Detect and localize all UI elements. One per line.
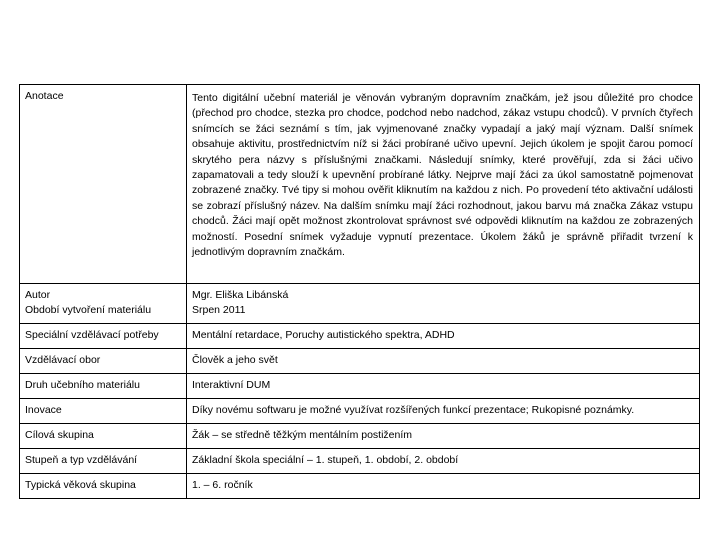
table-row-anotace xyxy=(20,85,700,284)
row-label xyxy=(20,284,187,324)
row-value: Žák – se středně těžkým mentálním postižením xyxy=(187,423,700,448)
period-label: Období vytvoření materiálu xyxy=(25,304,152,317)
metadata-table xyxy=(19,84,700,499)
row-value xyxy=(187,284,700,324)
table-row-innovation xyxy=(20,398,700,423)
row-value-annotation: Tento digitální učební materiál je věnován vybraným dopravním značkám, jež jsou důležité pro chodce (přechod pro chodce, stezka pro chodce, podchod nebo nadchod, zákaz vstupu chodců). V prvních čtyřech snímcích se žáci seznámí s tím, jak vyjmenované značky vypadají a jaký mají význam. Další snímek obsahuje aktivitu, prostřednictvím níž si žáci probírané učivo upevní. Jejich úkolem je spojit čarou pomocí skrytého pera názvy s příslušnými značkami. Následují snímky, které prověřují, zda si žáci učivo zapamatovali a tedy slouží k upevnění probírané látky. Nejprve mají žáci za úkol samostatně pojmenovat zobrazené značky. Tvé tipy si mohou ověřit kliknutím na každou z nich. Po provedení této aktivační události se zobrazí příslušný název. Na dalším snímku mají žáci rozhodnout, jakou barvu má značka Zákaz vstupu chodců. Žáci mají opět možnost zkontrolovat správnost své odpovědi kliknutím na každou ze zobrazených možností. Posední snímek vyžaduje vypnutí prezentace. Úkolem žáků je správně přiřadit tvrzení k jednotlivým dopravním značkám. xyxy=(187,85,700,284)
row-value: Základní škola speciální – 1. stupeň, 1. období, 2. období xyxy=(187,448,700,473)
row-value: Mentální retardace, Poruchy autistického spektra, ADHD xyxy=(187,323,700,348)
row-label: Anotace xyxy=(20,85,187,284)
table-row-subject xyxy=(20,348,700,373)
row-value: Člověk a jeho svět xyxy=(187,348,700,373)
row-label: Cílová skupina xyxy=(20,423,187,448)
row-value: Díky novému softwaru je možné využívat rozšířených funkcí prezentace; Rukopisné poznámky. xyxy=(187,398,700,423)
table-row-target-group xyxy=(20,423,700,448)
row-label: Speciální vzdělávací potřeby xyxy=(20,323,187,348)
table-row-author xyxy=(20,284,700,324)
table-row-education-level xyxy=(20,448,700,473)
row-label: Stupeň a typ vzdělávání xyxy=(20,448,187,473)
table-row-age-group xyxy=(20,473,700,498)
row-label: Typická věková skupina xyxy=(20,473,187,498)
author-value: Mgr. Eliška Libánská xyxy=(192,289,289,301)
period-value: Srpen 2011 xyxy=(192,304,246,317)
row-value: Interaktivní DUM xyxy=(187,373,700,398)
row-label: Druh učebního materiálu xyxy=(20,373,187,398)
author-label: Autor xyxy=(25,289,51,301)
row-value: 1. – 6. ročník xyxy=(187,473,700,498)
row-label: Vzdělávací obor xyxy=(20,348,187,373)
table-row-material-type xyxy=(20,373,700,398)
row-label: Inovace xyxy=(20,398,187,423)
table-row-special-needs xyxy=(20,323,700,348)
